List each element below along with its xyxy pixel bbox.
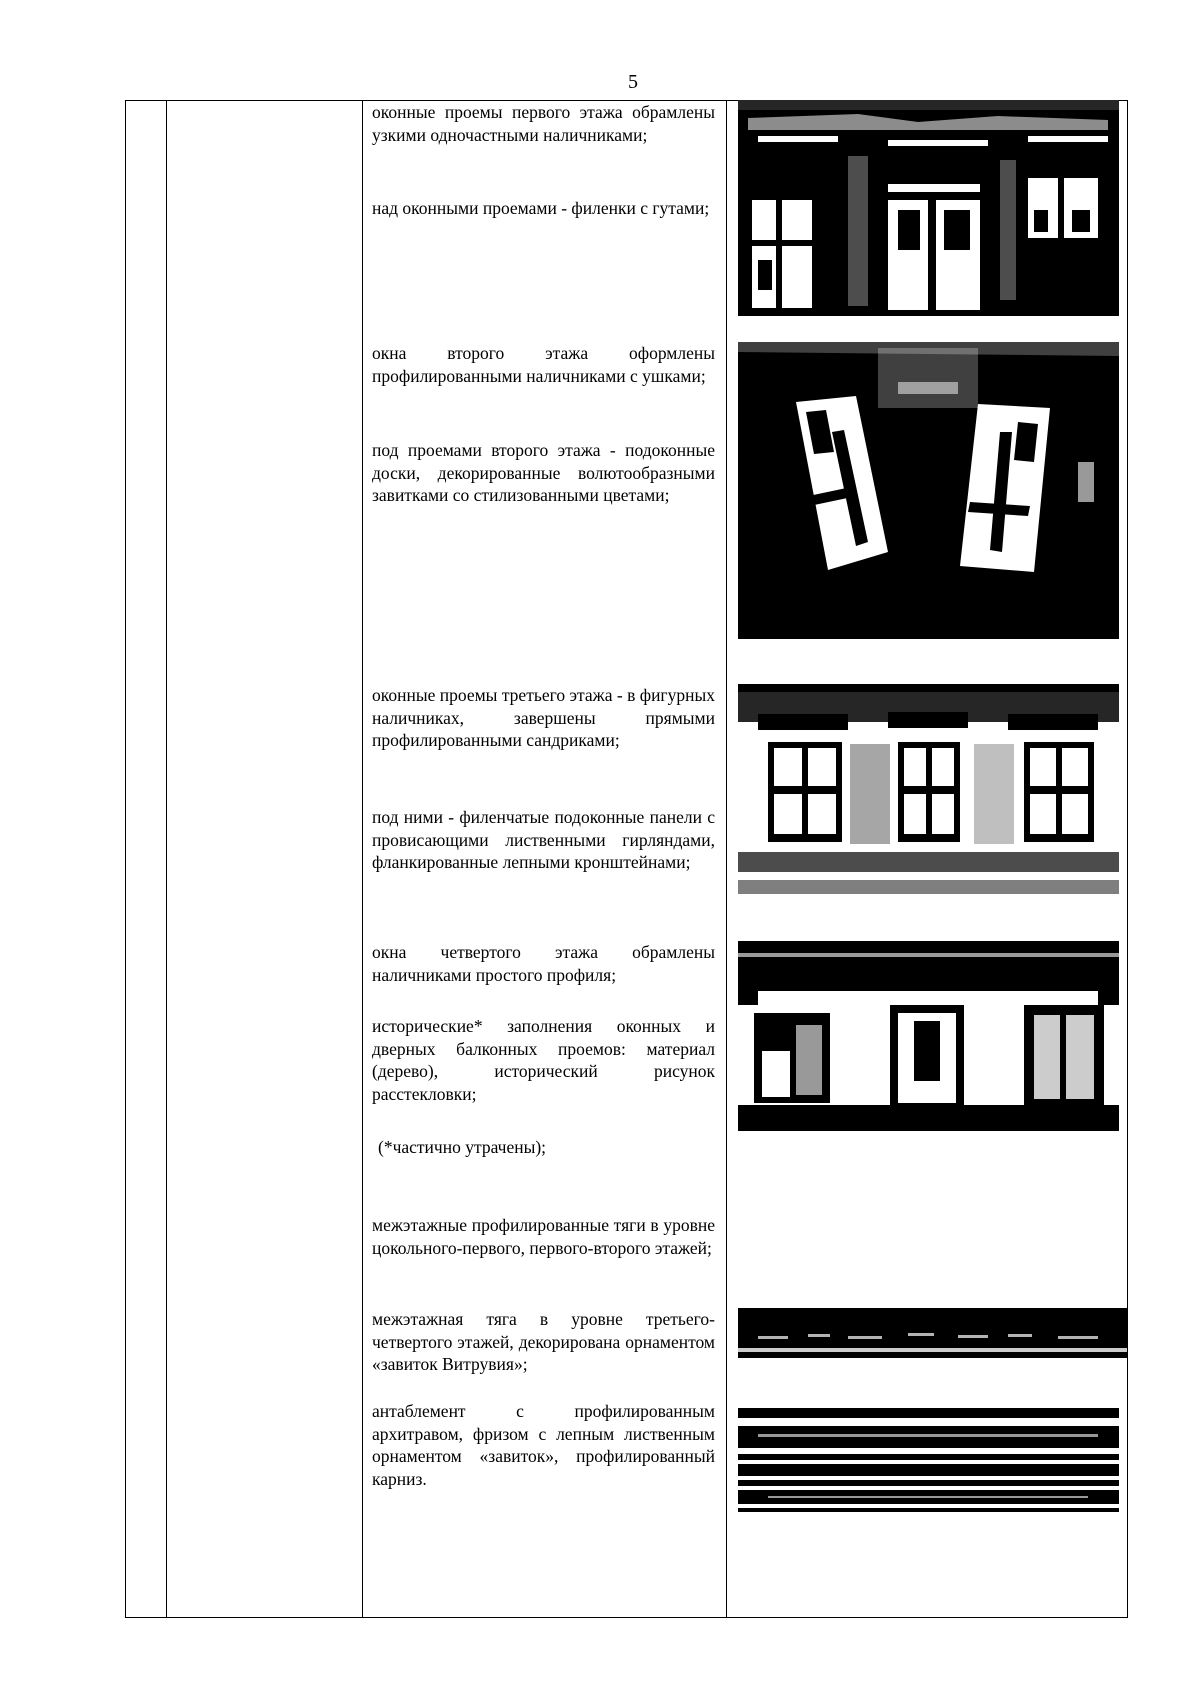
paragraph-third-floor-windows: оконные проемы третьего этажа - в фигурных наличниках, завершены прямыми профилированными сандриками;	[372, 685, 715, 750]
paragraph-vitruvian-cornice: межэтажная тяга в уровне третьего-четвертого этажей, декорирована орнаментом «завиток Витрувия»;	[372, 1309, 715, 1374]
photo-second-floor-windows	[738, 342, 1119, 639]
column-divider-3	[726, 100, 727, 1618]
paragraph-interfloor-cornices: межэтажные профилированные тяги в уровне цокольного-первого, первого-второго этажей;	[372, 1215, 715, 1258]
column-divider-2	[362, 100, 363, 1618]
paragraph-entablature: антаблемент с профилированным архитравом, фризом с лепным лиственным орнаментом «завиток», профилированный карниз.	[372, 1401, 715, 1489]
photo-third-floor-windows	[738, 684, 1119, 894]
photo-fourth-floor-windows	[738, 941, 1119, 1131]
paragraph-partially-lost: (*частично утрачены);	[378, 1137, 547, 1157]
paragraph-fourth-floor-windows: окна четвертого этажа обрамлены наличниками простого профиля;	[372, 942, 715, 985]
paragraph-first-floor-windows: оконные проемы первого этажа обрамлены узкими одночастными наличниками;	[372, 102, 715, 145]
photo-entablature	[738, 1402, 1119, 1524]
page-number: 5	[628, 71, 638, 93]
photo-vitruvian-cornice	[738, 1308, 1127, 1358]
paragraph-second-floor-sills: под проемами второго этажа - подоконные доски, декорированные волютообразными завитками со стилизованными цветами;	[372, 440, 715, 505]
column-divider-1	[166, 100, 167, 1618]
paragraph-third-floor-panels: под ними - филенчатые подоконные панели с провисающими лиственными гирляндами, фланкированные лепными кронштейнами;	[372, 807, 715, 872]
paragraph-first-floor-panels: над оконными проемами - филенки с гутами;	[372, 198, 710, 218]
paragraph-second-floor-windows: окна второго этажа оформлены профилированными наличниками с ушками;	[372, 343, 715, 386]
paragraph-historic-fillings: исторические* заполнения оконных и дверных балконных проемов: материал (дерево), исторический рисунок расстекловки;	[372, 1016, 715, 1104]
photo-first-floor-windows	[738, 100, 1119, 316]
